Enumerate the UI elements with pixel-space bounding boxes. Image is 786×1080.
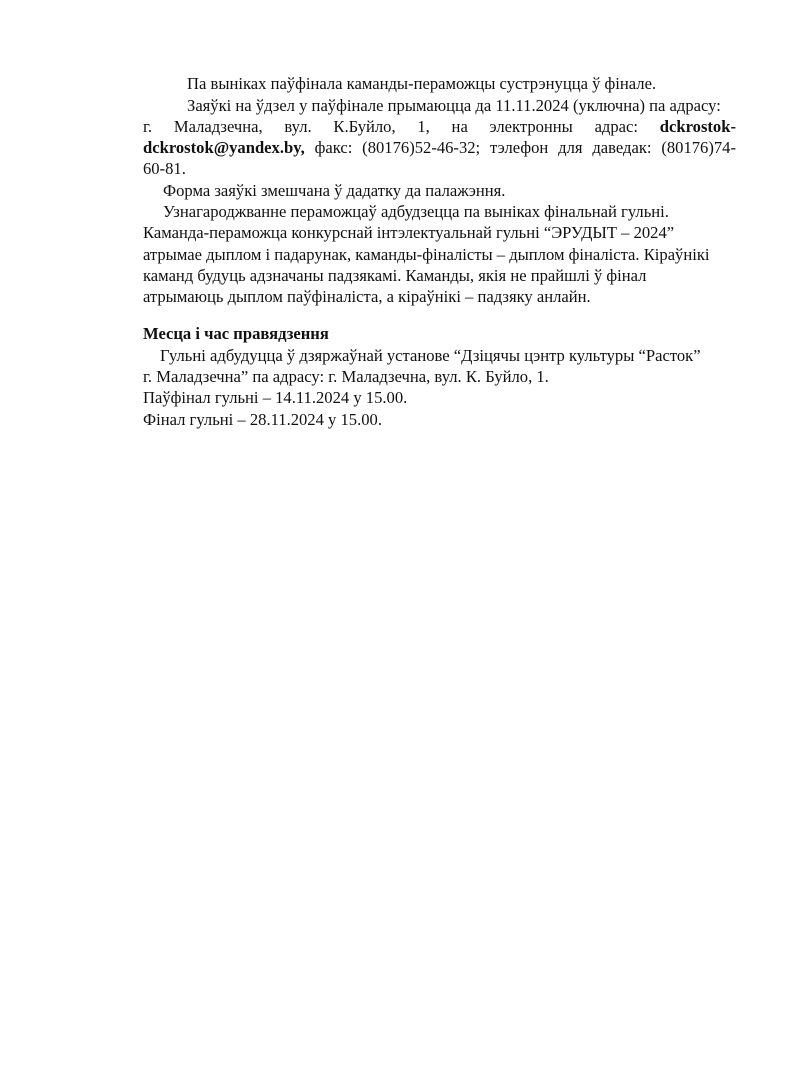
application-address-line [143, 116, 736, 137]
awards-semifinalists-text: атрымаюць дыплом паўфіналіста, а кіраўнікі – падзяку анлайн. [143, 287, 591, 306]
email-address-part1: dckrostok- [659, 117, 736, 136]
application-contacts-line [143, 137, 736, 158]
awards-intro-text: Узнагароджванне пераможцаў адбудзецца па выніках фінальнай гульні. [163, 202, 669, 221]
awards-thanks-text: каманд будуць адзначаны падзякамі. Каманды, якія не прайшлі ў фінал [143, 266, 647, 285]
semifinal-result-text: Па выніках паўфінала каманды-пераможцы сустрэнуцца ў фінале. [187, 74, 657, 93]
fax-phone-text: факс: (80176)52-46-32; тэлефон для даведак: (80176)74- [304, 138, 736, 157]
application-address-text: г. Маладзечна, вул. К.Буйло, 1, на электронны адрас: [143, 117, 639, 136]
email-address-part2: dckrostok@yandex.by, [143, 138, 305, 157]
awards-winner-text: Каманда-пераможца конкурснай інтэлектуальнай гульні “ЭРУДЫТ – 2024” [143, 223, 675, 242]
application-deadline-text: Заяўкі на ўдзел у паўфінале прымаюцца да 11.11.2024 (уключна) па адрасу: [187, 96, 721, 115]
awards-prizes-text: атрымае дыплом і падарунак, каманды-фіналісты – дыплом фіналіста. Кіраўнікі [143, 245, 710, 264]
phone-continuation-text: 60-81. [143, 159, 186, 178]
final-date-text: Фінал гульні – 28.11.2024 у 15.00. [143, 410, 382, 429]
venue-address-text: г. Маладзечна” па адрасу: г. Маладзечна, вул. К. Буйло, 1. [143, 367, 549, 386]
venue-heading: Месца і час правядзення [143, 324, 329, 343]
venue-place-text: Гульні адбудуцца ў дзяржаўнай установе “Дзіцячы цэнтр культуры “Расток” [160, 346, 701, 365]
form-note-text: Форма заяўкі змешчана ў дадатку да палажэння. [163, 181, 506, 200]
semifinal-date-text: Паўфінал гульні – 14.11.2024 у 15.00. [143, 388, 408, 407]
